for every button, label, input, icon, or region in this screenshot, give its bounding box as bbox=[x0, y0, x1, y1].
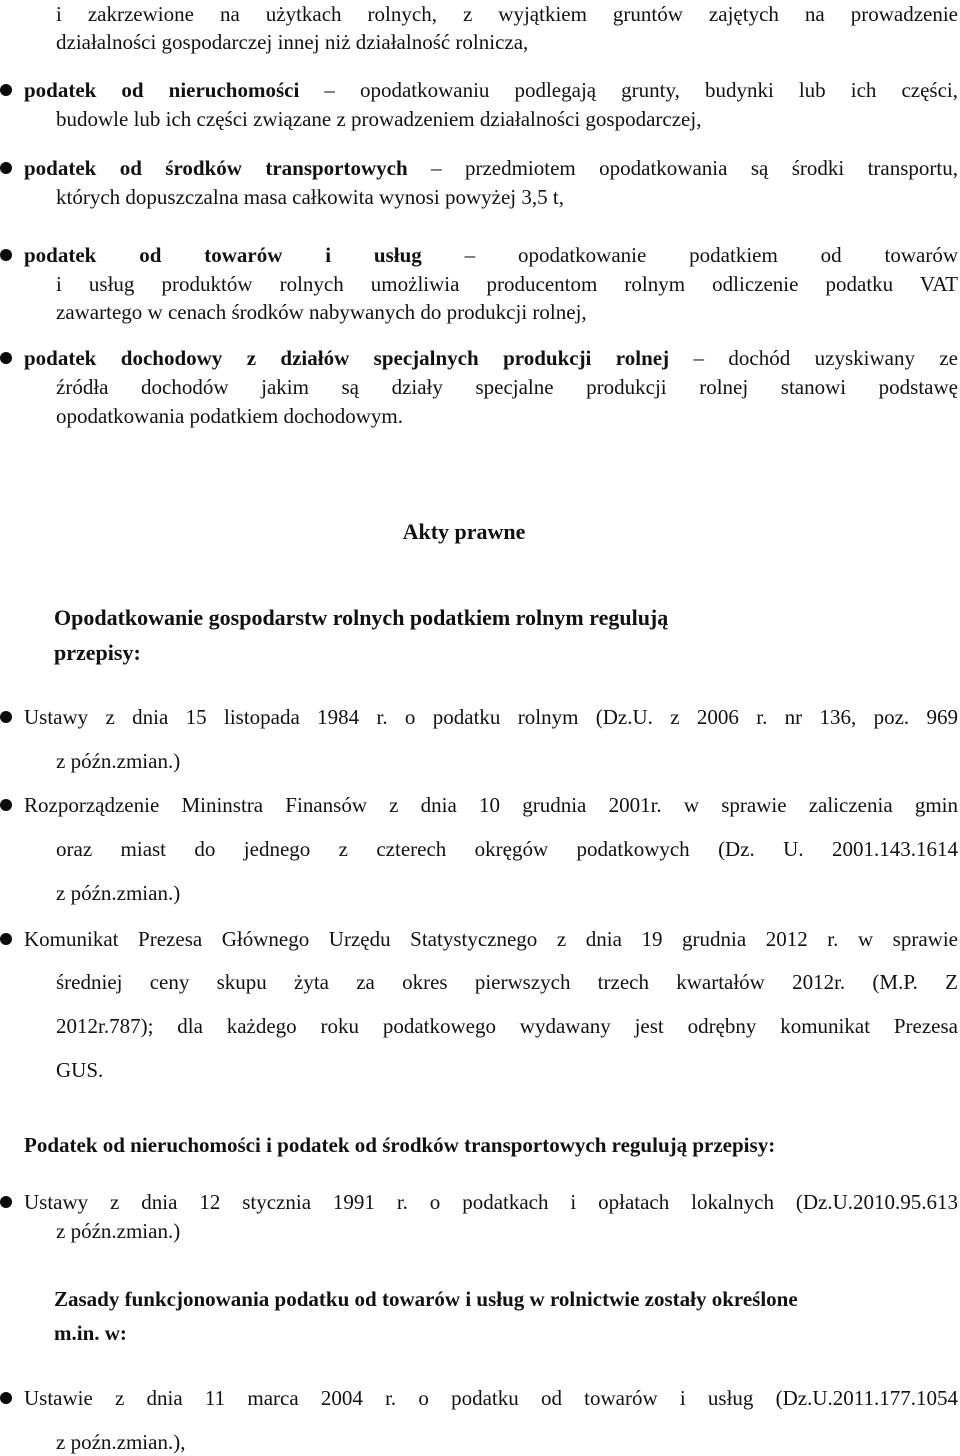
bullet-icon bbox=[0, 1392, 12, 1404]
bullet-icon bbox=[0, 352, 12, 364]
vat-heading-line-2: m.in. w: bbox=[54, 1321, 127, 1345]
act-line: średniej ceny skupu żyta za okres pierwszych trzech kwartałów 2012r. (M.P. Z bbox=[56, 970, 958, 994]
tax-description: dochód uzyskiwany ze bbox=[728, 346, 959, 370]
bullet-icon bbox=[0, 933, 12, 945]
dash: – bbox=[407, 156, 465, 180]
bullet-icon bbox=[0, 711, 12, 723]
act-line: 2012r.787); dla każdego roku podatkowego wydawany jest odrębny komunikat Prezesa bbox=[56, 1014, 958, 1038]
act-line: Ustawie z dnia 11 marca 2004 r. o podatku od towarów i usług (Dz.U.2011.177.1054 bbox=[24, 1386, 958, 1410]
act-line: Ustawy z dnia 12 stycznia 1991 r. o podatkach i opłatach lokalnych (Dz.U.2010.95.613 bbox=[24, 1190, 958, 1214]
tax-title: podatek od nieruchomości bbox=[24, 78, 300, 102]
agri-heading-line-1: Opodatkowanie gospodarstw rolnych podatkiem rolnym regulują bbox=[54, 605, 669, 630]
tax-line: których dopuszczalna masa całkowita wynosi powyżej 3,5 t, bbox=[56, 185, 564, 209]
bullet-icon bbox=[0, 84, 12, 96]
tax-description: opodatkowaniu podlegają grunty, budynki lub ich części, bbox=[359, 78, 958, 102]
act-line: Ustawy z dnia 15 listopada 1984 r. o podatku rolnym (Dz.U. z 2006 r. nr 136, poz. 969 bbox=[24, 705, 958, 729]
vat-heading-line-1: Zasady funkcjonowania podatku od towarów i usług w rolnictwie zostały określone bbox=[54, 1287, 798, 1311]
section-title: Akty prawne bbox=[402, 519, 526, 544]
tax-title: podatek od towarów i usług bbox=[24, 243, 422, 267]
tax-title: podatek dochodowy z działów specjalnych produkcji rolnej bbox=[24, 346, 670, 370]
tax-line: zawartego w cenach środków nabywanych do produkcji rolnej, bbox=[56, 300, 587, 324]
agri-heading-line-2: przepisy: bbox=[54, 640, 141, 665]
act-line: oraz miast do jednego z czterech okręgów podatkowych (Dz. U. 2001.143.1614 bbox=[56, 837, 958, 861]
act-line: z późn.zmian.) bbox=[56, 749, 181, 773]
act-line: Rozporządzenie Mininstra Finansów z dnia 10 grudnia 2001r. w sprawie zaliczenia gmin bbox=[24, 793, 958, 817]
tax-item-property bbox=[24, 76, 958, 104]
tax-item-transport bbox=[24, 154, 958, 182]
bullet-icon bbox=[0, 799, 12, 811]
dash: – bbox=[299, 78, 360, 102]
act-line: z późn.zmian.) bbox=[56, 881, 181, 905]
tax-line: opodatkowania podatkiem dochodowym. bbox=[56, 404, 404, 428]
tax-description: opodatkowanie podatkiem od towarów bbox=[518, 243, 958, 267]
bullet-icon bbox=[0, 1196, 12, 1208]
tax-description: przedmiotem opodatkowania są środki transportu, bbox=[464, 156, 958, 180]
act-line: GUS. bbox=[56, 1058, 104, 1082]
bullet-icon bbox=[0, 249, 12, 261]
tax-item-income bbox=[24, 344, 958, 372]
act-line: z poźn.zmian.), bbox=[56, 1430, 186, 1454]
bullet-icon bbox=[0, 162, 12, 174]
act-line: z późn.zmian.) bbox=[56, 1219, 181, 1243]
tax-item-vat bbox=[24, 241, 958, 269]
dash: – bbox=[421, 243, 519, 267]
tax-line: źródła dochodów jakim są działy specjalne produkcji rolnej stanowi podstawę bbox=[56, 375, 958, 399]
tax-line: budowle lub ich części związane z prowadzeniem działalności gospodarczej, bbox=[56, 107, 702, 131]
intro-line-2: działalności gospodarczej innej niż działalność rolnicza, bbox=[56, 30, 529, 54]
dash: – bbox=[669, 346, 729, 370]
property-heading: Podatek od nieruchomości i podatek od środków transportowych regulują przepisy: bbox=[24, 1133, 776, 1157]
tax-line: i usług produktów rolnych umożliwia producentom rolnym odliczenie podatku VAT bbox=[56, 272, 958, 296]
act-line: Komunikat Prezesa Głównego Urzędu Statystycznego z dnia 19 grudnia 2012 r. w sprawie bbox=[24, 927, 958, 951]
tax-title: podatek od środków transportowych bbox=[24, 156, 408, 180]
intro-line-1: i zakrzewione na użytkach rolnych, z wyjątkiem gruntów zajętych na prowadzenie bbox=[56, 2, 958, 26]
